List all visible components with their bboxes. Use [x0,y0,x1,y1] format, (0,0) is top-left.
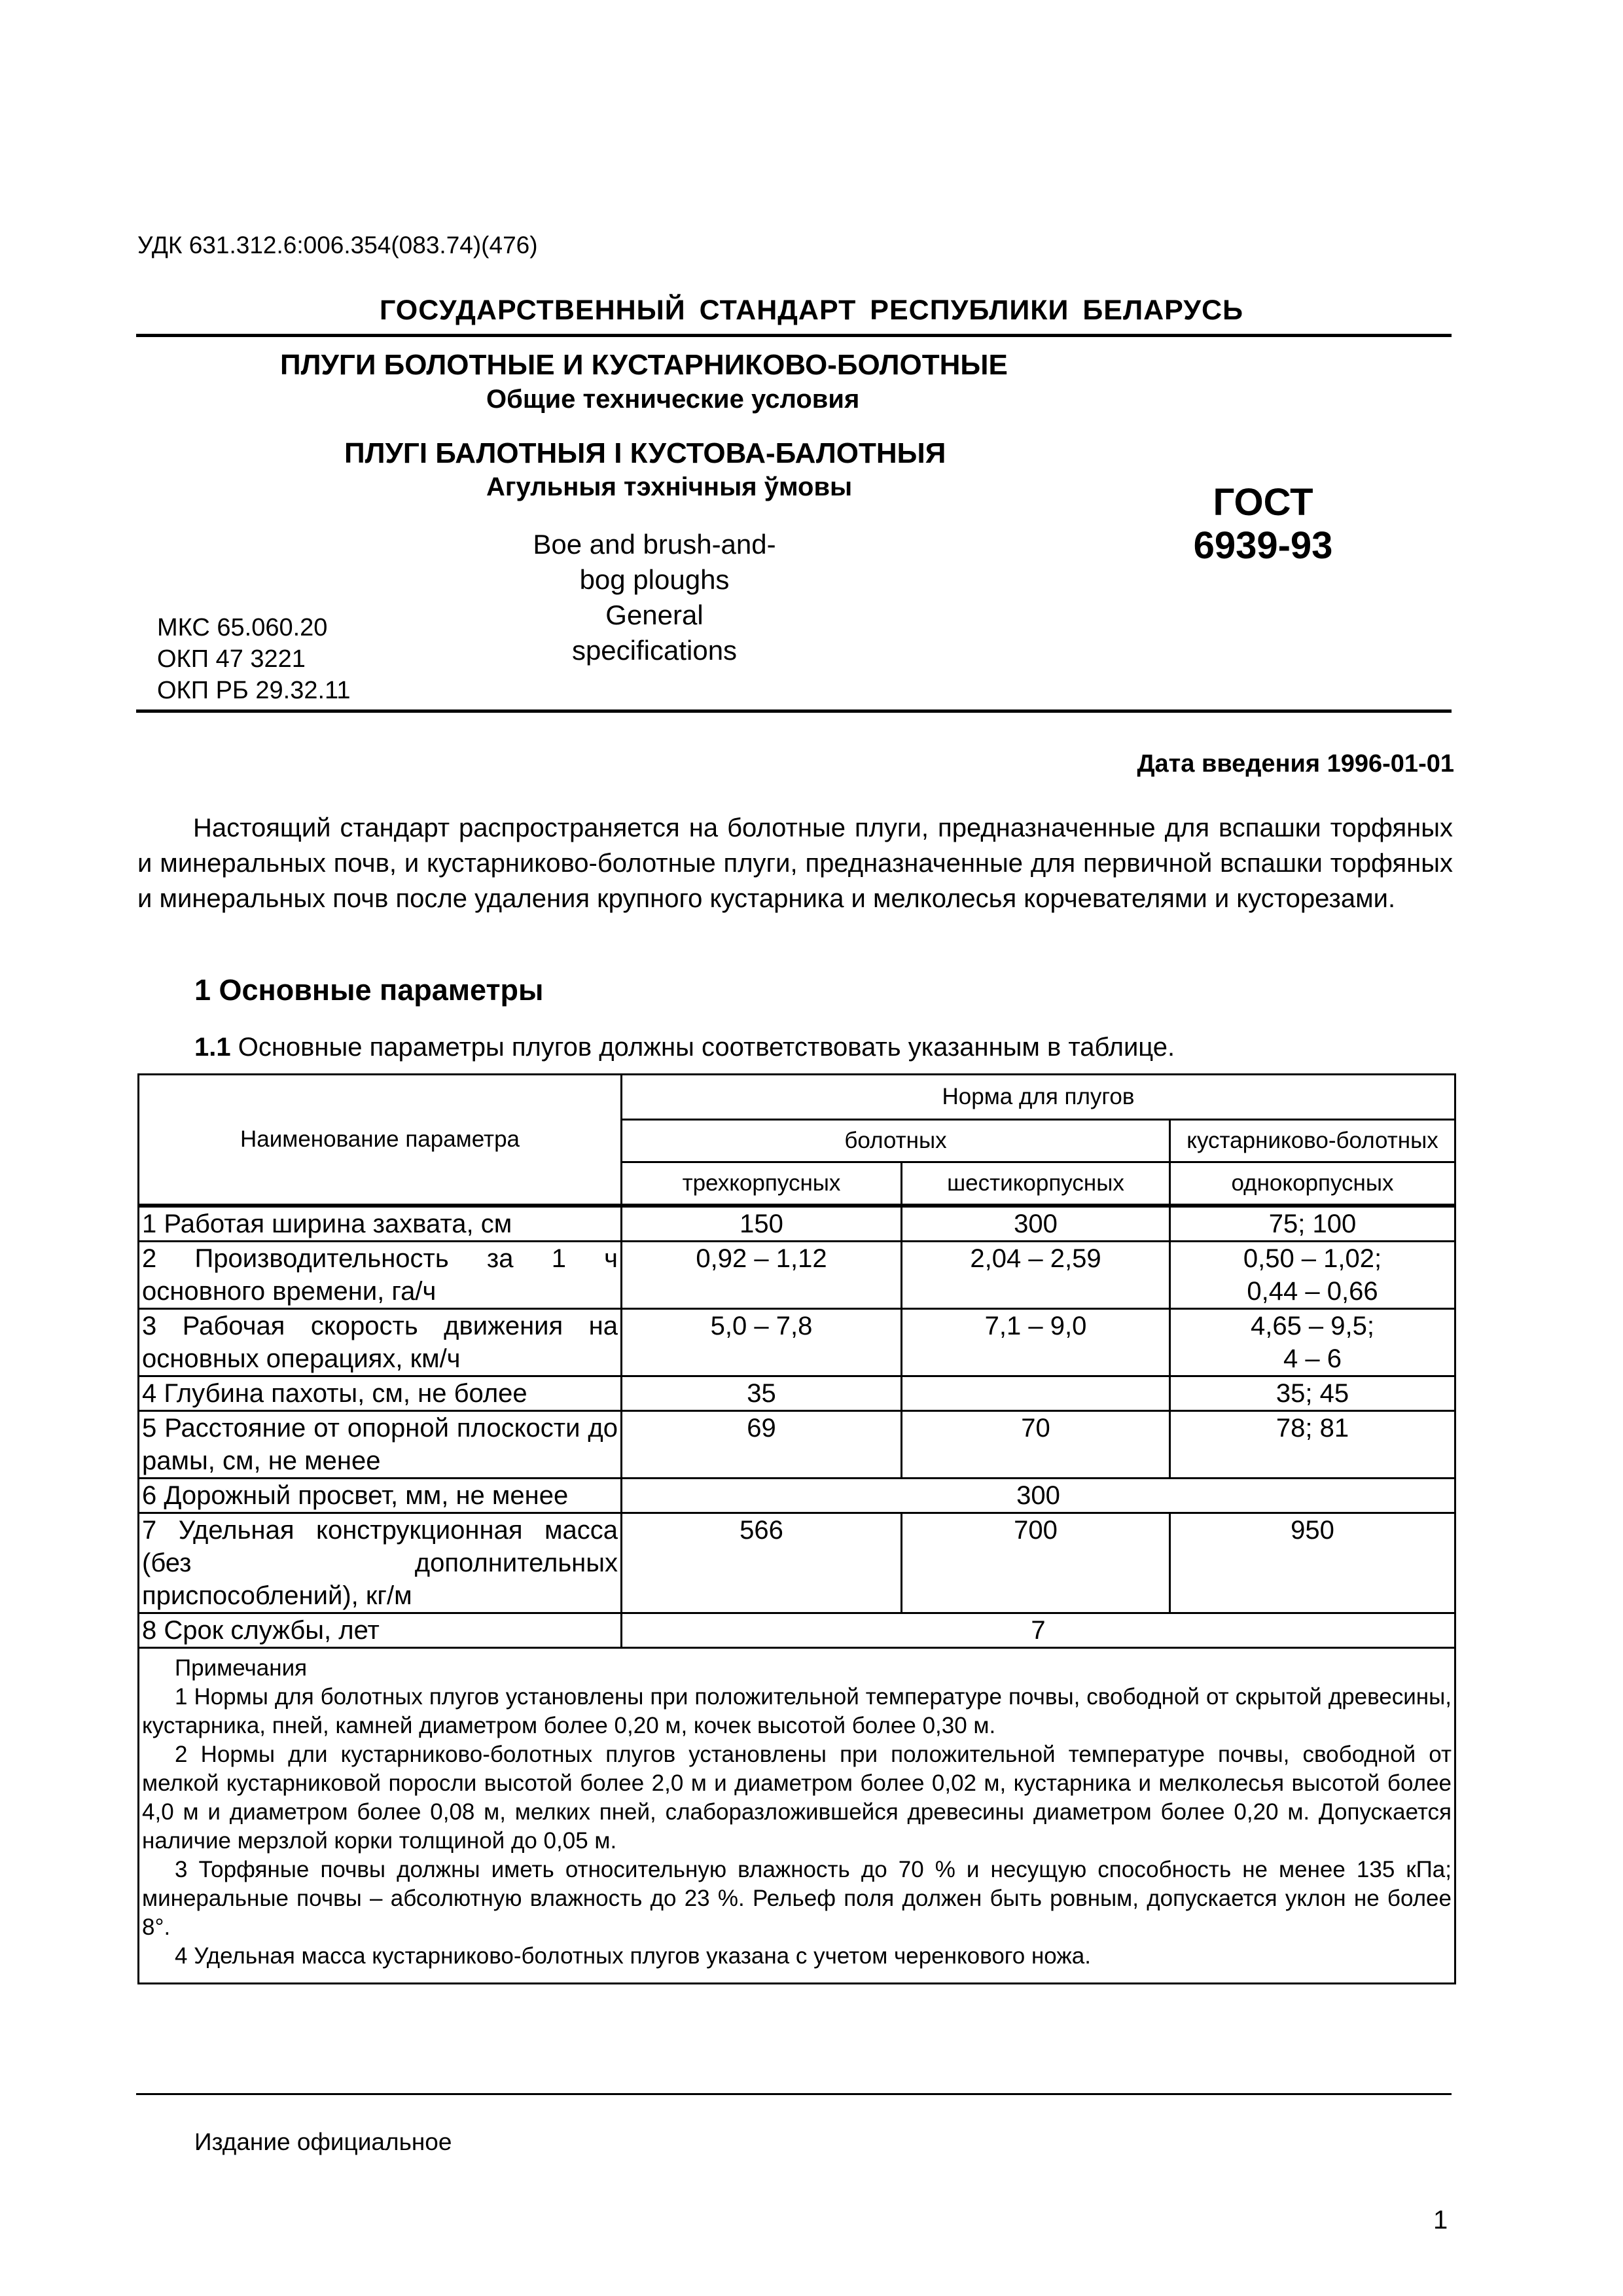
value-all: 7 [622,1613,1455,1648]
table-row [139,1411,1455,1479]
value-three-body: 0,92 – 1,12 [622,1242,902,1309]
footer-divider [136,2093,1452,2095]
page-number: 1 [1433,2206,1448,2234]
header-norm: Норма для плугов [622,1075,1455,1120]
subtitle-belarusian: Агульныя тэхнічныя ўмовы [486,473,853,501]
header-brush-bog: кустарниково-болотных [1170,1120,1455,1162]
subsection-text [194,1033,1175,1062]
title-belarusian: ПЛУГІ БАЛОТНЫЯ І КУСТОВА-БАЛОТНЫЯ [344,437,946,469]
intro-paragraph: Настоящий стандарт распространяется на болотные плуги, предназначенные для вспашки торфяных и минеральных почв, и кустарниково-болотные плуги, предназначенные для первичной вспашки торфяных и минеральных почв после удаления крупного кустарника и мелколесья корчевателями и кусторезами. [137,814,1453,913]
value-six-body: 300 [902,1206,1170,1242]
parameters-table [137,1073,1456,1984]
header-bog: болотных [622,1120,1170,1162]
value-six-body: 700 [902,1513,1170,1613]
note-1: 1 Нормы для болотных плугов установлены при положительной температуре почвы, свободной от скрытой древесины, кустарника, пней, камней диаметром более 0,20 м, кочек высотой более 0,30 м. [142,1684,1452,1738]
table-notes [139,1648,1455,1984]
value-six-body: 2,04 – 2,59 [902,1242,1170,1309]
header-six-body: шестикорпусных [902,1162,1170,1206]
value-single-body: 78; 81 [1170,1411,1455,1479]
gost-designation [1165,481,1361,567]
udk-code: УДК 631.312.6:006.354(083.74)(476) [137,232,538,259]
value-line: 4,65 – 9,5; [1250,1312,1375,1340]
value-single-body [1170,1309,1455,1376]
value-three-body: 566 [622,1513,902,1613]
param-name: 6 Дорожный просвет, мм, не менее [139,1479,622,1513]
table-row [139,1206,1455,1242]
table-row [139,1242,1455,1309]
value-six-body: 7,1 – 9,0 [902,1309,1170,1376]
section-heading: 1 Основные параметры [194,973,544,1007]
table-row [139,1513,1455,1613]
param-name: 2 Производительность за 1 ч основного времени, га/ч [139,1242,622,1309]
header-param-name: Наименование параметра [139,1075,622,1206]
state-standard-title: ГОСУДАРСТВЕННЫЙ СТАНДАРТ РЕСПУБЛИКИ БЕЛАРУСЬ [379,295,1244,326]
value-single-body: 35; 45 [1170,1376,1455,1411]
param-name: 3 Рабочая скорость движения на основных операциях, км/ч [139,1309,622,1376]
value-six-body [902,1376,1170,1411]
notes-title: Примечания [175,1655,308,1681]
title-english-line1: Boe and brush-and-bog ploughs [533,529,776,595]
gost-label: ГОСТ [1213,481,1313,524]
note-3: 3 Торфяные почвы должны иметь относительную влажность до 70 % и несущую способность не менее 135 кПа; минеральные почвы – абсолютную влажность до 23 %. Рельеф поля должен быть ровным, допускается уклон не более 8°. [142,1857,1452,1940]
title-english [524,527,785,668]
header-single-body: однокорпусных [1170,1162,1455,1206]
value-single-body: 75; 100 [1170,1206,1455,1242]
value-line: 0,50 – 1,02; [1243,1244,1382,1273]
param-name: 5 Расстояние от опорной плоскости до рамы, см, не менее [139,1411,622,1479]
subtitle-english: General specifications [571,600,738,666]
mks-code: МКС 65.060.20 [157,614,328,641]
table-row [139,1479,1455,1513]
gost-number: 6939-93 [1193,524,1333,567]
value-all: 300 [622,1479,1455,1513]
classification-codes [157,612,351,706]
okp-code: ОКП 47 3221 [157,645,306,673]
subsection-number: 1.1 [194,1033,231,1062]
table-row [139,1613,1455,1648]
title-russian: ПЛУГИ БОЛОТНЫЕ И КУСТАРНИКОВО-БОЛОТНЫЕ [280,349,1008,381]
value-three-body: 69 [622,1411,902,1479]
subsection-body: Основные параметры плугов должны соответствовать указанным в таблице. [230,1033,1175,1062]
header-three-body: трехкорпусных [622,1162,902,1206]
value-three-body: 35 [622,1376,902,1411]
table-row [139,1309,1455,1376]
subtitle-russian: Общие технические условия [486,385,860,414]
value-three-body: 150 [622,1206,902,1242]
top-divider [136,334,1452,337]
note-2: 2 Нормы дли кустарниково-болотных плугов установлены при положительной температуре почвы, свободной от мелкой кустарниковой поросли высотой более 2,0 м и диаметром более 0,02 м, кустарника и мелколесья высотой более 4,0 м и диаметром более 0,08 м, мелких пней, слаборазложившейся древесины диаметром более 0,20 м. Допускается наличие мерзлой корки толщиной до 0,05 м. [142,1742,1452,1854]
table-row [139,1376,1455,1411]
param-name: 1 Работая ширина захвата, см [139,1206,622,1242]
param-name: 7 Удельная конструкционная масса (без дополнительных приспособлений), кг/м [139,1513,622,1613]
value-three-body: 5,0 – 7,8 [622,1309,902,1376]
codes-divider [136,709,1452,713]
value-single-body: 950 [1170,1513,1455,1613]
okp-rb-code: ОКП РБ 29.32.11 [157,677,351,704]
param-name: 8 Срок службы, лет [139,1613,622,1648]
value-line: 4 – 6 [1283,1344,1342,1373]
official-edition: Издание официальное [194,2128,452,2155]
value-line: 0,44 – 0,66 [1247,1277,1378,1306]
param-name: 4 Глубина пахоты, см, не более [139,1376,622,1411]
note-4: 4 Удельная масса кустарниково-болотных плугов указана с учетом черенкового ножа. [175,1943,1091,1969]
value-six-body: 70 [902,1411,1170,1479]
value-single-body [1170,1242,1455,1309]
introduction-date: Дата введения 1996-01-01 [1137,750,1454,778]
notes-row [139,1648,1455,1984]
